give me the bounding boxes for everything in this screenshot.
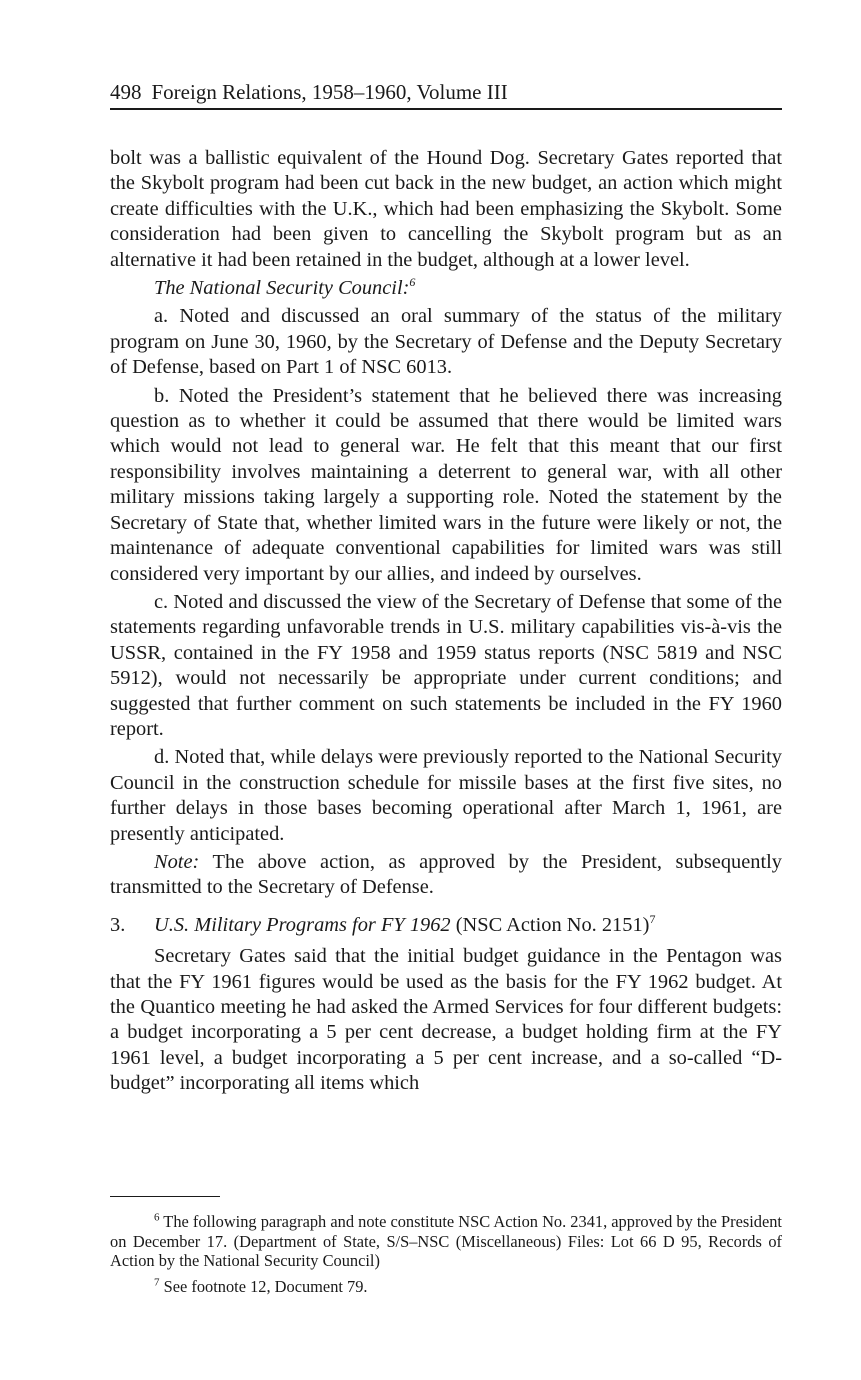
footnote-text-6: The following paragraph and note constitute NSC Action No. 2341, approved by the President on December 17. (Department of State, S/S–NSC (Miscellaneous) Files: Lot 66 D 95, Records of Action by the National Security Council) bbox=[110, 1212, 782, 1270]
section-action: (NSC Action No. 2151) bbox=[450, 913, 650, 936]
section-title: U.S. Military Programs for FY 1962 bbox=[154, 913, 451, 936]
note-text: The above action, as approved by the President, subsequently transmitted to the Secretary of Defense. bbox=[110, 850, 782, 899]
section-number: 3. bbox=[110, 913, 126, 936]
running-head bbox=[110, 78, 782, 110]
page-number: 498 bbox=[110, 80, 142, 104]
body-text bbox=[110, 146, 782, 1097]
nsc-heading bbox=[110, 276, 782, 301]
item-d: d. Noted that, while delays were previously reported to the National Security Council in the construction schedule for missile bases at the first five sites, no further delays in those bases becoming operational after March 1, 1961, are presently anticipated. bbox=[110, 746, 782, 845]
footnote-ref-6: 6 bbox=[409, 275, 416, 290]
footnote-text-7: See footnote 12, Document 79. bbox=[159, 1276, 368, 1296]
volume-title: Foreign Relations, 1958–1960, Volume III bbox=[151, 80, 508, 104]
paragraph-skybolt: bolt was a ballistic equivalent of the Hound Dog. Secretary Gates reported that the Skybolt program had been cut back in the new budget, an action which might create difficulties with the U.K., which had been emphasizing the Skybolt. Some consideration had been given to cancelling the Skybolt program but as an alternative it had been retained in the budget, although at a lower level. bbox=[110, 147, 782, 271]
footnote-divider bbox=[110, 1196, 220, 1197]
page bbox=[110, 78, 782, 1097]
footnotes bbox=[110, 1212, 782, 1302]
item-c: c. Noted and discussed the view of the Secretary of Defense that some of the statements regarding unfavorable trends in U.S. military capabilities vis-à-vis the USSR, contained in the FY 1958 and 1959 status reports (NSC 5819 and NSC 5912), would not necessarily be appropriate under current conditions; and suggested that further comment on such statements be included in the FY 1960 report. bbox=[110, 590, 782, 740]
note-label: Note: bbox=[154, 850, 200, 873]
footnote-7 bbox=[110, 1277, 782, 1297]
footnote-6 bbox=[110, 1212, 782, 1271]
item-b: b. Noted the President’s statement that he believed there was increasing question as to whether it could be assumed that there would be limited wars which would not lead to general war. He felt that this meant that our first responsibility involves maintaining a deterrent to general war, with all other military missions taking largely a supporting role. Noted the statement by the Secretary of State that, whether limited wars in the future were likely or not, the maintenance of adequate conventional capabilities for limited wars was still considered very important by our allies, and indeed by ourselves. bbox=[110, 384, 782, 585]
note-paragraph bbox=[110, 850, 782, 901]
item-a: a. Noted and discussed an oral summary of the status of the military program on June 30, 1960, by the Secretary of Defense and the Deputy Secretary of Defense, based on Part 1 of NSC 6013. bbox=[110, 305, 782, 379]
footnote-marker-7: 7 bbox=[154, 1276, 160, 1289]
paragraph-gates: Secretary Gates said that the initial budget guidance in the Pentagon was that the FY 1961 figures would be used as the basis for the FY 1962 budget. At the Quantico meeting he had asked the Armed Services for four different budgets: a budget incorporating a 5 per cent decrease, a budget holding firm at the FY 1961 level, a budget incorporating a 5 per cent increase, and a so-called “D-budget” incorporating all items which bbox=[110, 945, 782, 1095]
footnote-ref-7: 7 bbox=[649, 911, 656, 926]
section-heading bbox=[110, 913, 782, 938]
nsc-heading-text: The National Security Council: bbox=[154, 277, 410, 300]
footnote-marker-6: 6 bbox=[154, 1211, 160, 1224]
